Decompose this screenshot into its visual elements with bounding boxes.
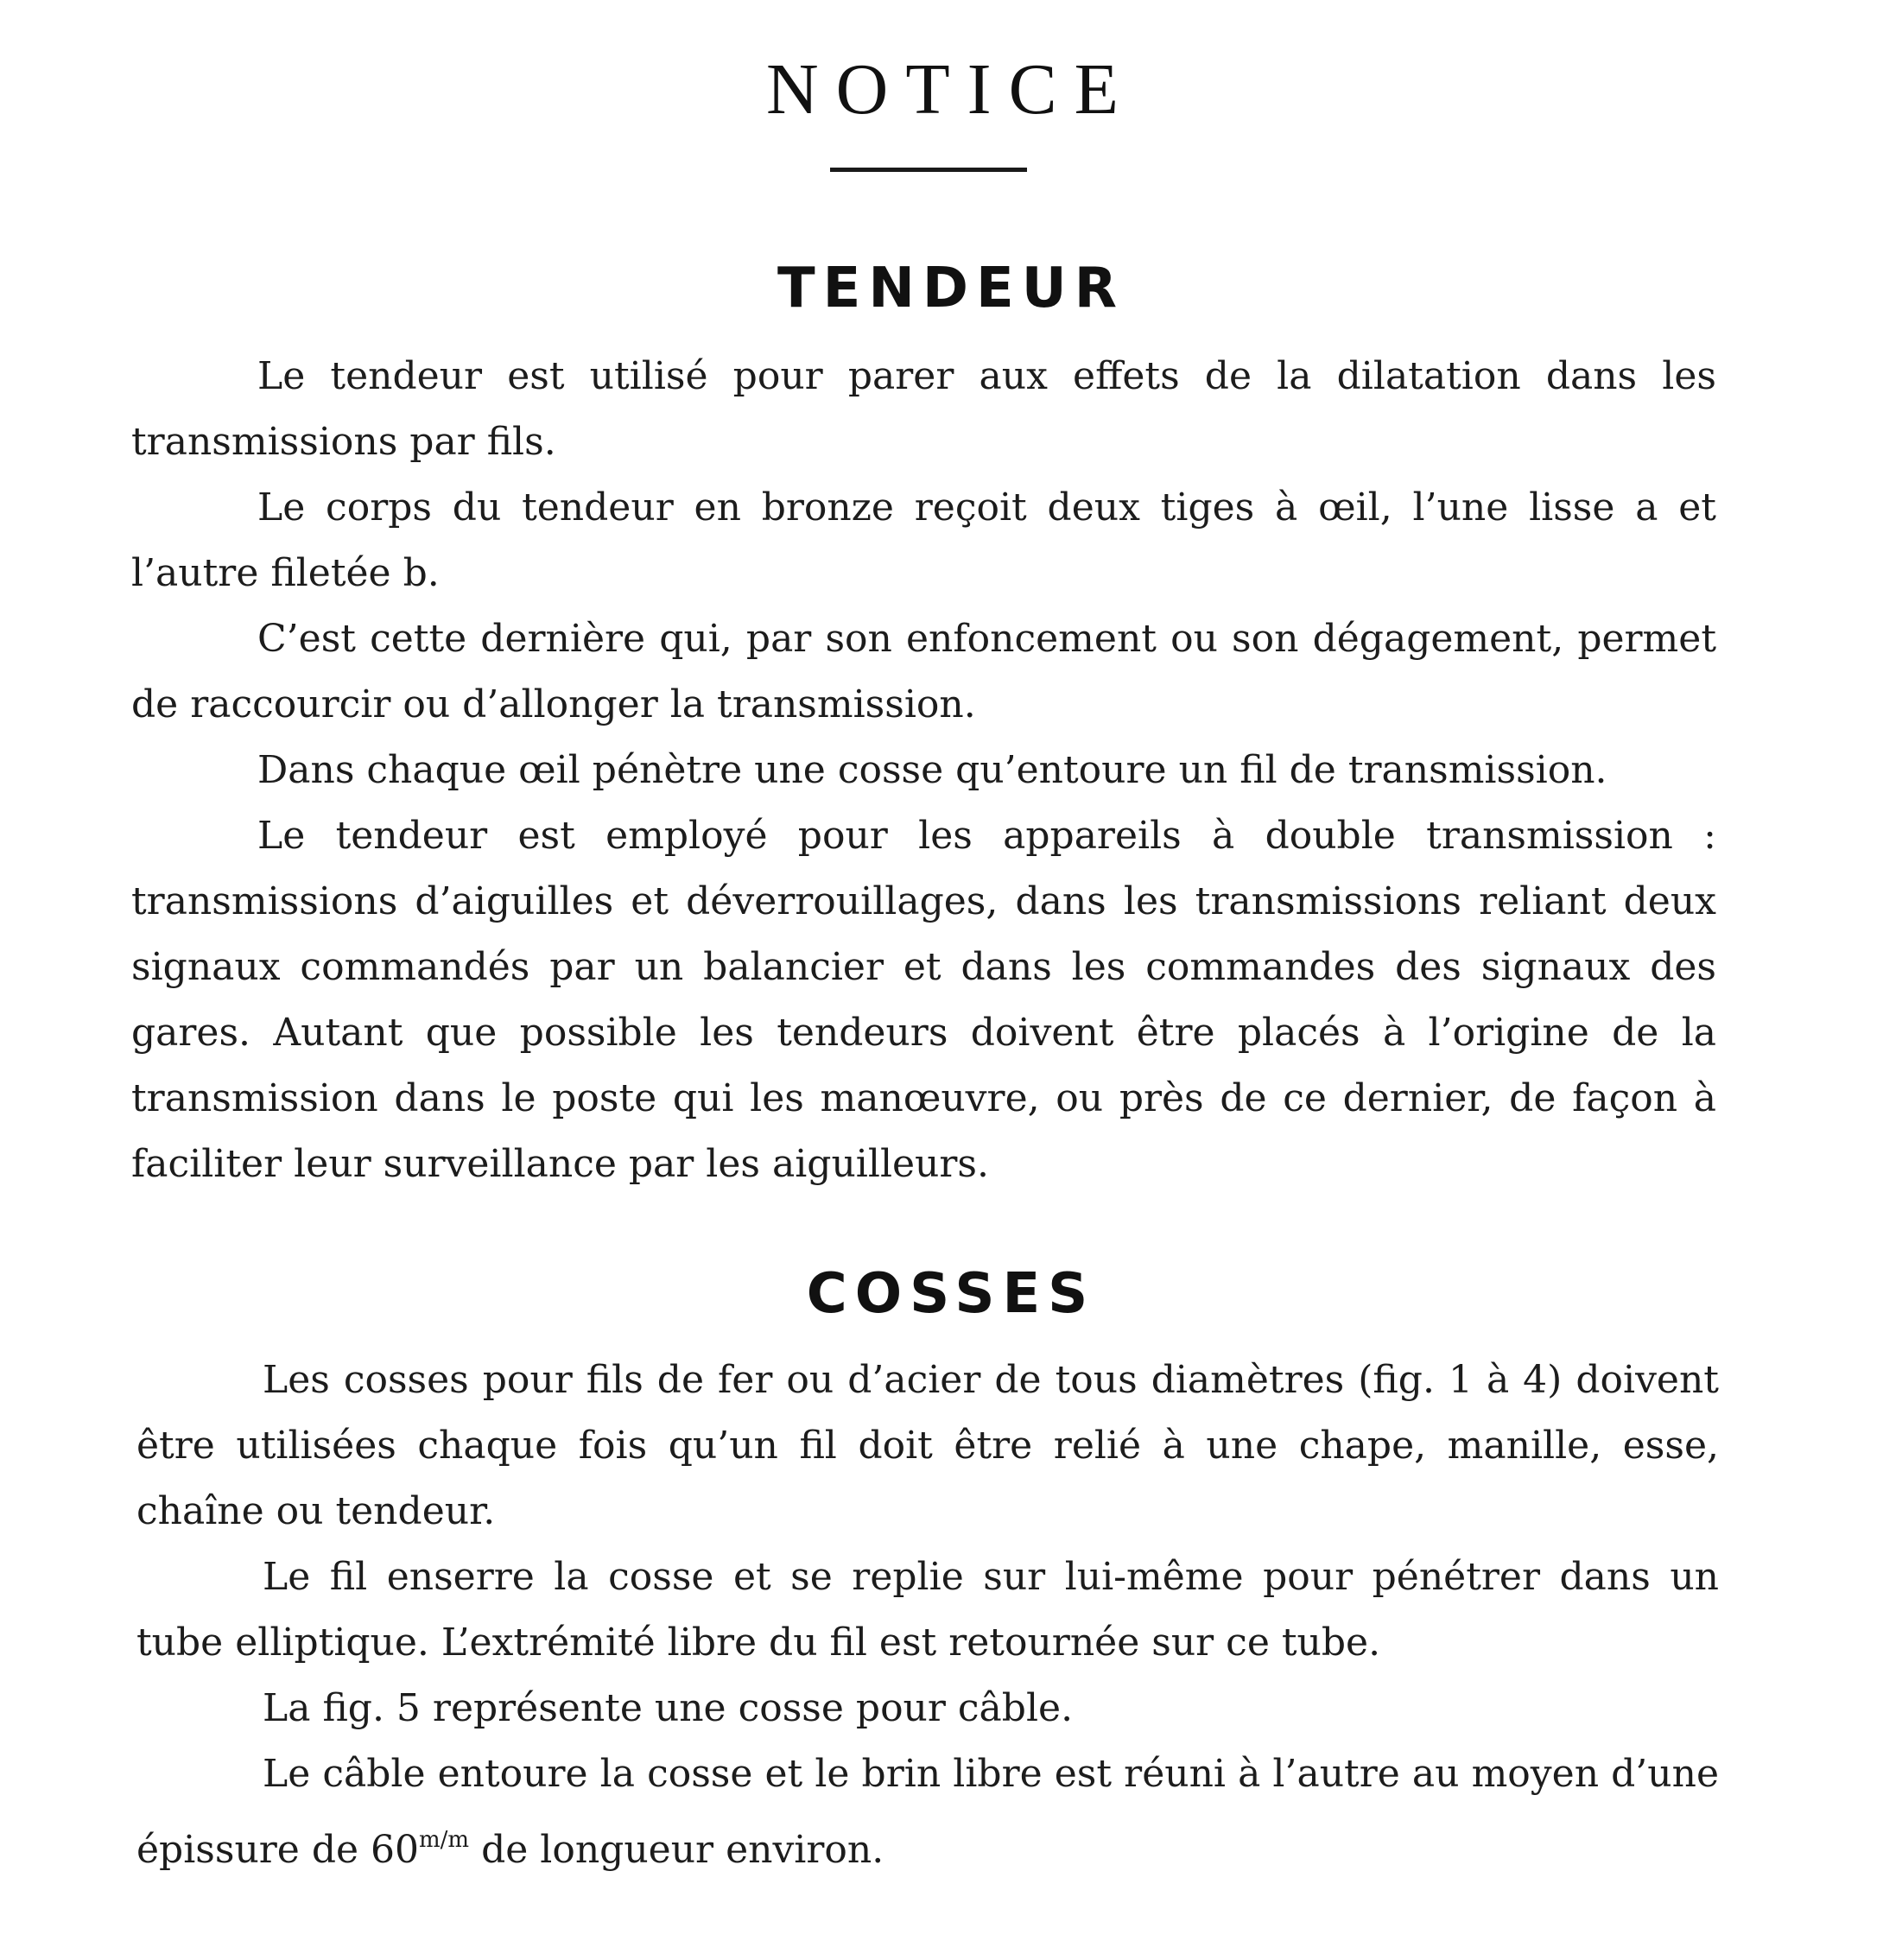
tendeur-paragraph-3: C’est cette dernière qui, par son enfoncement ou son dégagement, permet de raccourcir ou d’allonger la transmission.	[131, 617, 1716, 726]
section-heading-tendeur: TENDEUR	[777, 257, 1125, 320]
document-title: NOTICE	[766, 49, 1136, 130]
tendeur-paragraph-2: Le corps du tendeur en bronze reçoit deux tiges à œil, l’une lisse a et l’autre filetée b.	[131, 485, 1716, 595]
tendeur-paragraph-1: Le tendeur est utilisé pour parer aux effets de la dilatation dans les transmissions par fils.	[131, 354, 1716, 464]
cosses-paragraph-2: Le fil enserre la cosse et se replie sur lui-même pour pénétrer dans un tube elliptique. L’extrémité libre du fil est retournée sur ce tube.	[136, 1555, 1719, 1665]
tendeur-paragraph-5: Le tendeur est employé pour les appareils à double transmission : transmissions d’aiguilles et déverrouillages, dans les transmissions reliant deux signaux commandés par un balancier et dans les commandes des signaux des gares. Autant que possible les tendeurs doivent être placés à l’origine de la transmission dans le poste qui les manœuvre, ou près de ce dernier, de façon à faciliter leur surveillance par les aiguilleurs.	[131, 814, 1716, 1186]
tendeur-paragraph-4: Dans chaque œil pénètre une cosse qu’entoure un fil de transmission.	[257, 748, 1607, 792]
title-divider	[830, 168, 1027, 172]
unit-superscript: m/m	[419, 1827, 470, 1853]
section-heading-cosses: COSSES	[806, 1262, 1096, 1326]
cosses-paragraph-1: Les cosses pour fils de fer ou d’acier de tous diamètres (fig. 1 à 4) doivent être utilisées chaque fois qu’un fil doit être relié à une chape, manille, esse, chaîne ou tendeur.	[136, 1358, 1719, 1533]
cosses-paragraph-3: La fig. 5 représente une cosse pour câble.	[263, 1686, 1074, 1730]
cosses-paragraph-4-text: Le câble entoure la cosse et le brin libre est réuni à l’autre au moyen d’une épissure de 60	[136, 1752, 1719, 1872]
cosses-paragraph-4-ending: de longueur environ.	[469, 1828, 884, 1872]
cosses-paragraph-4	[136, 1741, 1719, 1883]
